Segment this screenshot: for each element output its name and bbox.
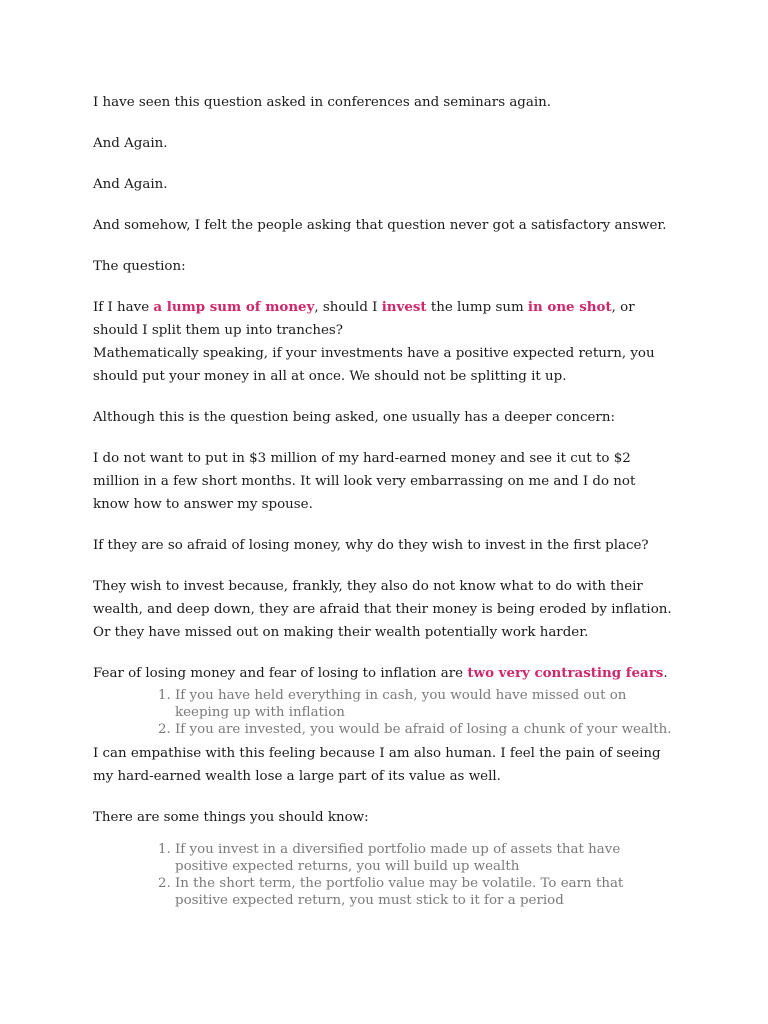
- highlight-invest: invest: [381, 299, 427, 315]
- text-run: Fear of losing money and fear of losing to inflation are: [93, 666, 468, 681]
- paragraph: If they are so afraid of losing money, why do they wish to invest in the first place?: [93, 538, 649, 553]
- question-paragraph: [93, 296, 673, 342]
- text-run: If I have: [93, 300, 154, 315]
- highlight-one-shot: in one shot: [527, 299, 612, 315]
- highlight-contrasting-fears: two very contrasting fears: [467, 665, 664, 681]
- document-body: [93, 91, 673, 909]
- list-item: 1. If you invest in a diversified portfolio made up of assets that have positive expected returns, you will build up wealth: [175, 841, 673, 875]
- paragraph: And Again.: [93, 177, 168, 192]
- paragraph: Although this is the question being asked, one usually has a deeper concern:: [93, 410, 615, 425]
- paragraph: Mathematically speaking, if your investments have a positive expected return, you should put your money in all at once. We should not be splitting it up.: [93, 346, 655, 384]
- list-item: 2. In the short term, the portfolio value may be volatile. To earn that positive expected return, you must stick to it for a period: [175, 875, 673, 909]
- paragraph: There are some things you should know:: [93, 810, 369, 825]
- paragraph: They wish to invest because, frankly, they also do not know what to do with their wealth, and deep down, they are afraid that their money is being eroded by inflation. Or they have missed out on making their wealth potentially work harder.: [93, 579, 672, 640]
- paragraph: I have seen this question asked in conferences and seminars again.: [93, 95, 552, 110]
- list-item: 1. If you have held everything in cash, you would have missed out on keeping up with inflation: [175, 687, 673, 721]
- paragraph: I can empathise with this feeling because I am also human. I feel the pain of seeing my hard-earned wealth lose a large part of its value as well.: [93, 746, 661, 784]
- things-to-know-list: [93, 841, 673, 909]
- list-item: 2. If you are invested, you would be afraid of losing a chunk of your wealth.: [175, 721, 673, 738]
- paragraph: I do not want to put in $3 million of my hard-earned money and see it cut to $2 million in a few short months. It will look very embarrassing on me and I do not know how to answer my spouse.: [93, 451, 636, 512]
- text-run: the lump sum: [426, 300, 528, 315]
- highlight-lump-sum: a lump sum of money: [153, 299, 315, 315]
- paragraph: The question:: [93, 259, 186, 274]
- paragraph: And somehow, I felt the people asking that question never got a satisfactory answer.: [93, 218, 667, 233]
- text-run: , should I: [314, 300, 382, 315]
- text-run: , or should I split them up into tranches?: [93, 300, 635, 338]
- fears-list: [93, 687, 673, 738]
- paragraph: And Again.: [93, 136, 168, 151]
- fears-paragraph: [93, 662, 673, 685]
- text-run: .: [663, 666, 668, 681]
